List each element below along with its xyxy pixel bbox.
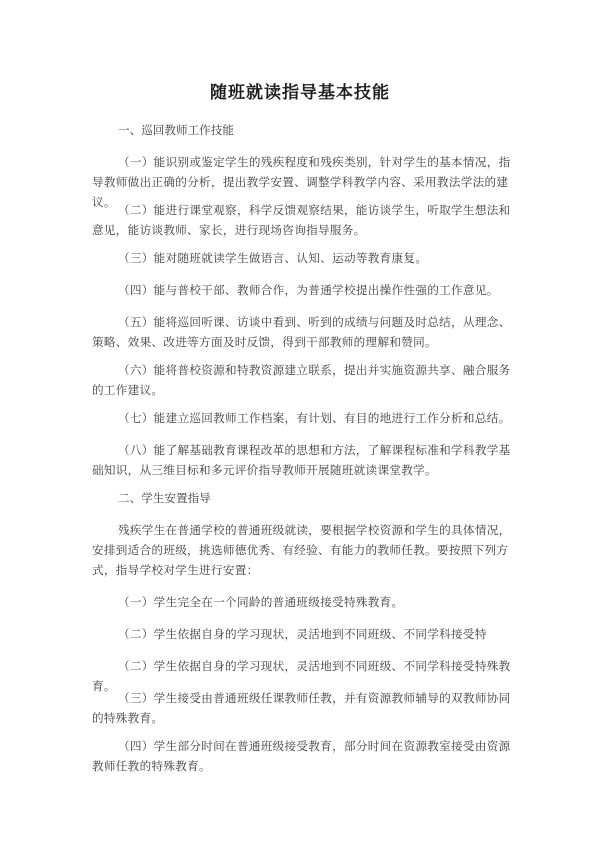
paragraph-1-5: （五）能将巡回听课、访谈中看到、听到的成绩与问题及时总结，从理念、策略、效果、改进等方面及时反馈，得到干部教师的理解和赞同。 [92,315,511,349]
paragraph-1-7: （七）能建立巡回教师工作档案，有计划、有目的地进行工作分析和总结。 [118,411,511,425]
paragraph-1-4: （四）能与普校干部、教师合作，为普通学校提出操作性强的工作意见。 [118,283,499,297]
paragraph-2-1: （一）学生完全在一个同龄的普通班级接受特殊教育。 [118,595,404,609]
paragraph-1-6: （六）能将普校资源和特教资源建立联系，提出并实施资源共享、融合服务的工作建议。 [92,363,511,397]
paragraph-1-2: （二）能进行课堂观察，科学反馈观察结果，能访谈学生，听取学生想法和意见，能访谈教师、家长，进行现场咨询指导服务。 [92,203,511,237]
paragraph-2-2: （二）学生依据自身的学习现状，灵活地到不同班级、不同学科接受特 [118,627,487,641]
paragraph-2-5: （四）学生部分时间在普通班级接受教育，部分时间在资源教室接受由资源教师任教的特殊教育。 [92,739,511,773]
paragraph-1-1: （一）能识别或鉴定学生的残疾程度和残疾类别，针对学生的基本情况，指导教师做出正确的分析，提出教学安置、调整学科教学内容、采用教法学法的建议。 [92,155,511,209]
paragraph-1-3: （三）能对随班就读学生做语言、认知、运动等教育康复。 [118,251,428,265]
paragraph-2-intro: 残疾学生在普通学校的普通班级就读，要根据学校资源和学生的具体情况，安排到适合的班级，挑选师德优秀、有经验、有能力的教师任教。要按照下列方式，指导学校对学生进行安置： [92,523,511,577]
paragraph-2-4: （三）学生接受由普通班级任课教师任教，并有资源教师辅导的双教师协同的特殊教育。 [92,691,511,725]
section-heading-2: 二、学生安置指导 [118,491,211,505]
paragraph-1-8: （八）能了解基础教育课程改革的思想和方法，了解课程标准和学科教学基础知识，从三维目标和多元评价指导教师开展随班就读课堂教学。 [92,443,511,477]
section-heading-1: 一、巡回教师工作技能 [118,123,234,137]
paragraph-2-3: （二）学生依据自身的学习现状，灵活地到不同班级、不同学科接受特殊教育。 [92,659,511,693]
document-title: 随班就读指导基本技能 [210,83,390,103]
